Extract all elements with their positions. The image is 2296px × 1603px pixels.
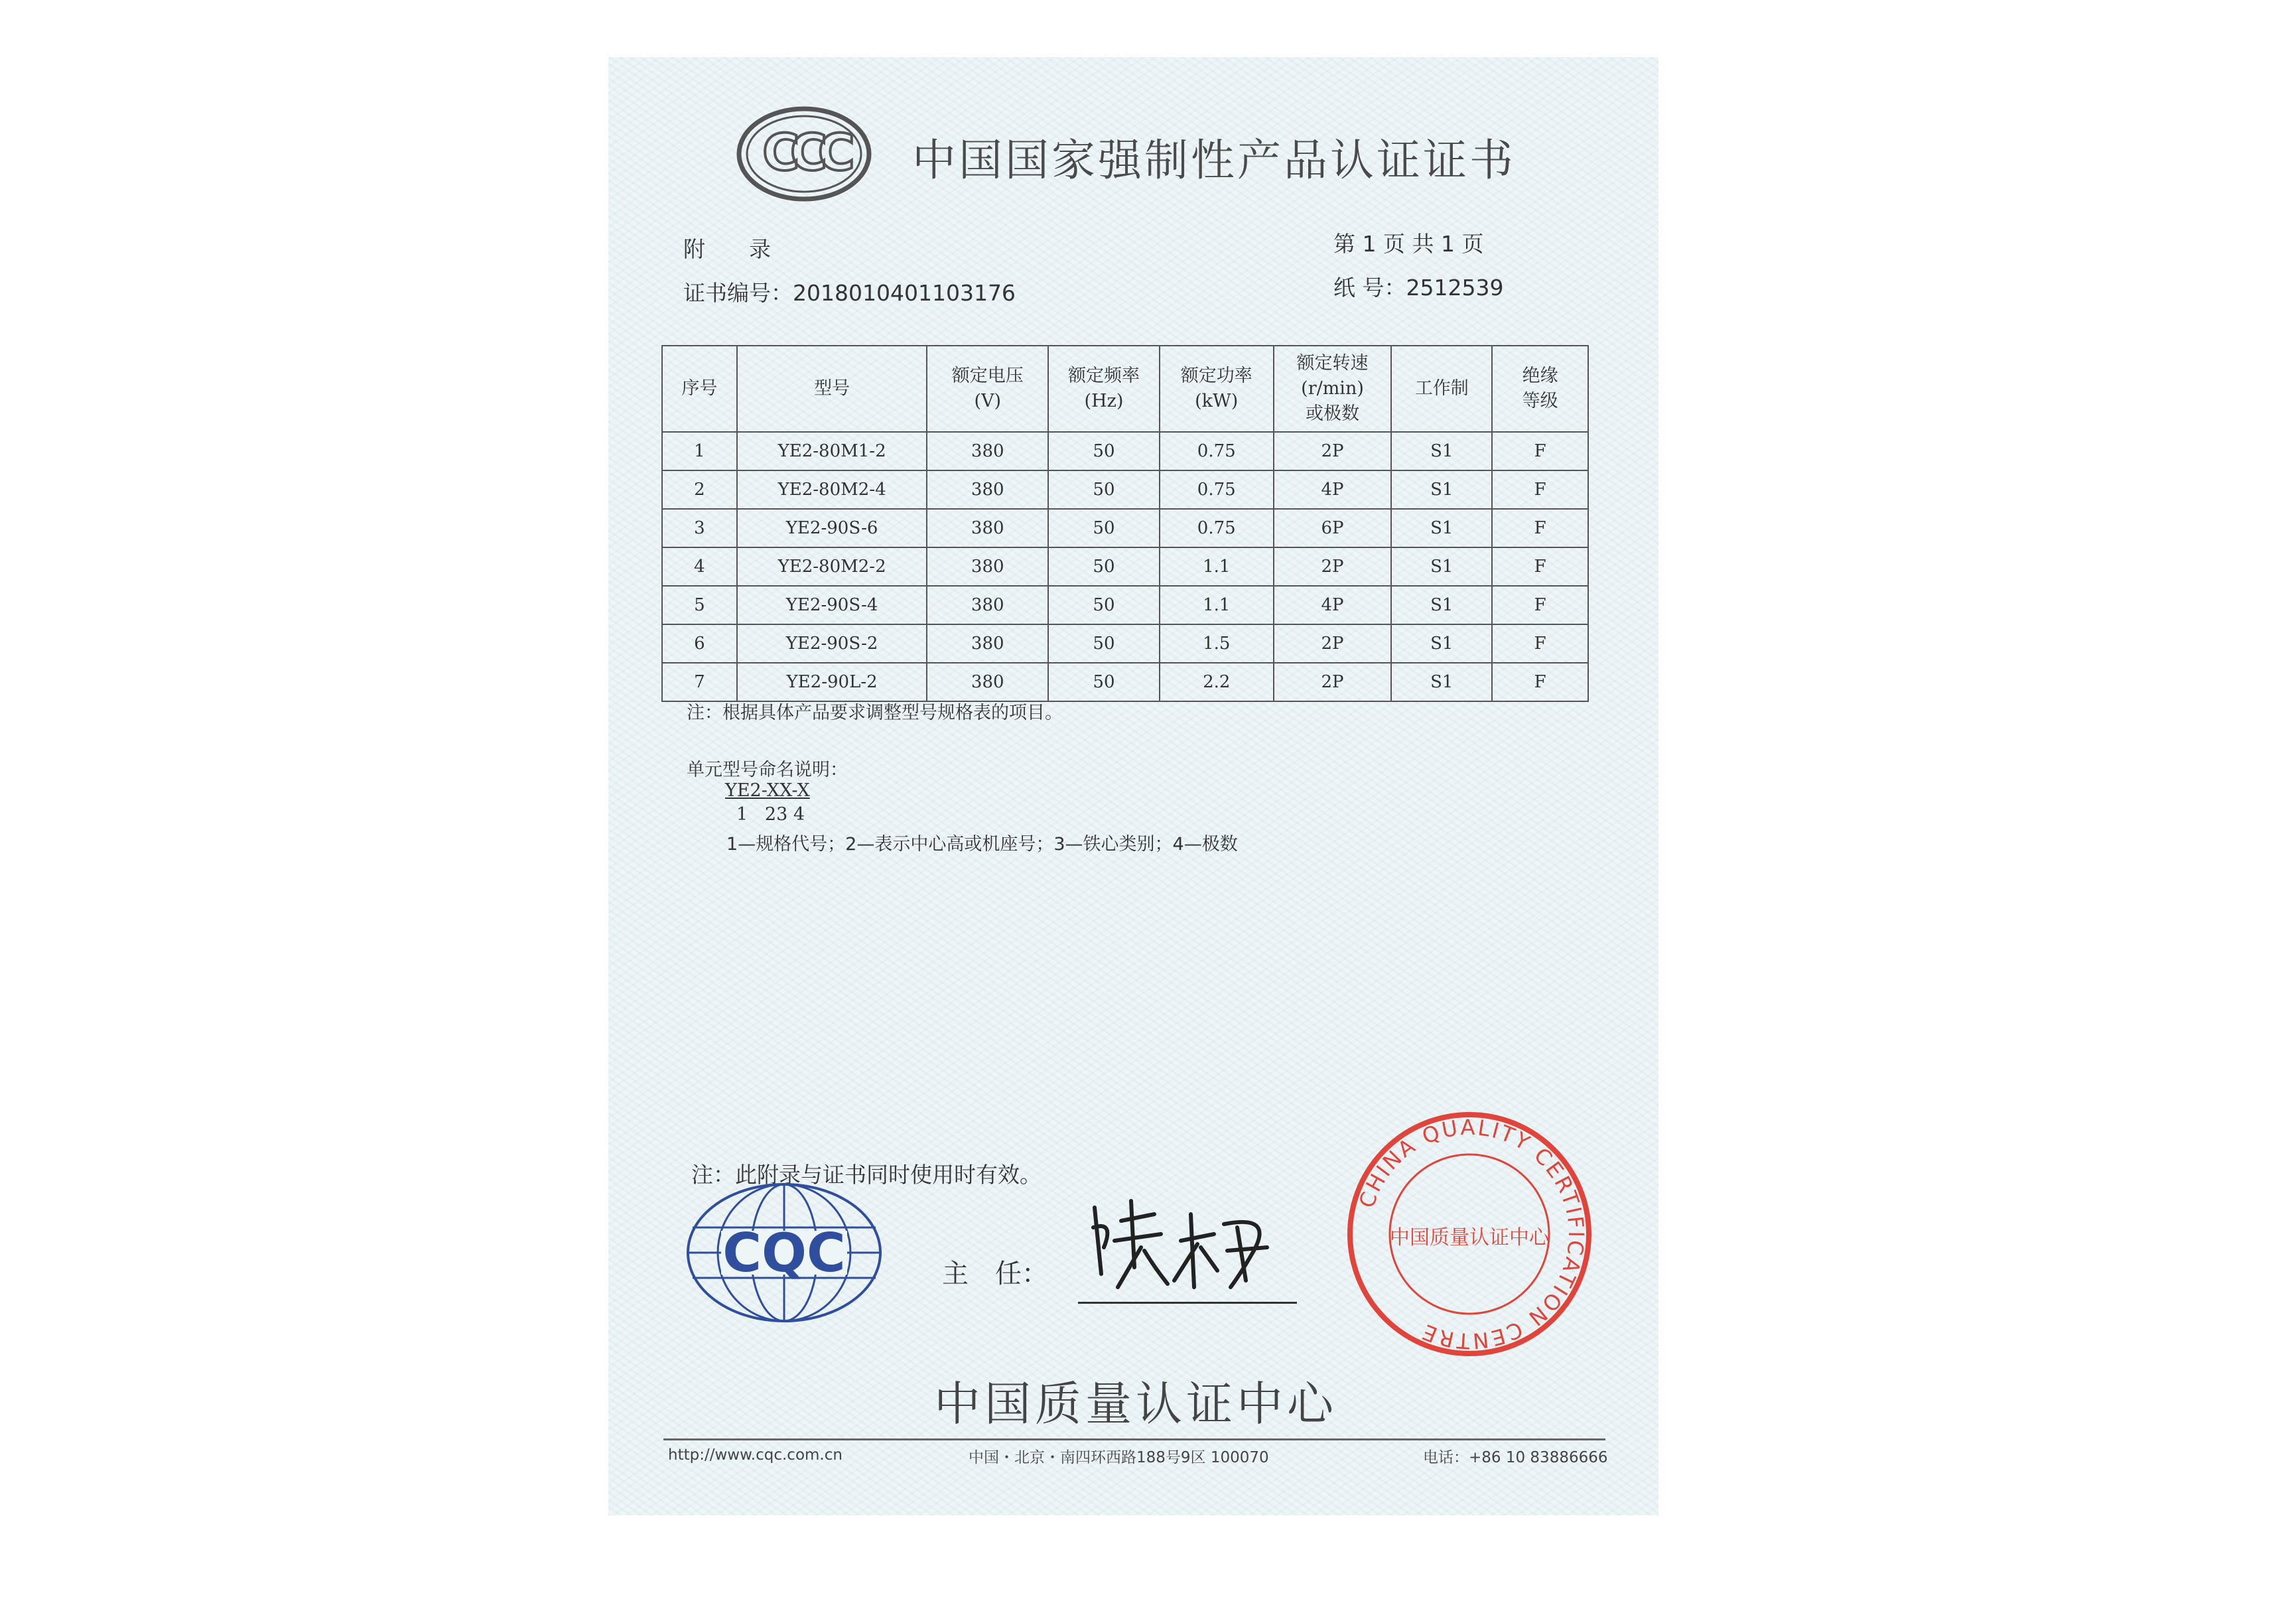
seal-outer-text: CHINA QUALITY CERTIFICATION CENTRE [1353,1114,1589,1354]
table-header-cell: 型号 [737,346,927,432]
footer-phone: 电话：+86 10 83886666 [1423,1449,1608,1466]
table-row [662,470,1588,509]
table-cell: 0.75 [1160,470,1274,509]
table-cell: S1 [1391,470,1492,509]
table-cell: 2P [1274,432,1392,470]
table-cell: 4P [1274,586,1392,624]
spec-table [661,345,1589,702]
table-cell: 6 [662,624,737,663]
footer-divider [663,1438,1605,1440]
table-cell: 1.1 [1160,547,1274,586]
table-cell: 380 [927,547,1048,586]
table-cell: F [1492,547,1588,586]
cqc-logo-text: CQC [722,1222,846,1284]
director-label: 主 任： [942,1259,1048,1289]
table-cell: 6P [1274,509,1392,547]
naming-description: 1—规格代号；2—表示中心高或机座号；3—铁心类别；4—极数 [726,834,1238,855]
table-cell: 3 [662,509,737,547]
table-cell: YE2-90S-4 [737,586,927,624]
table-cell: 2P [1274,624,1392,663]
table-header-cell: 序号 [662,346,737,432]
table-cell: 50 [1048,663,1160,701]
table-header-row [662,346,1588,432]
table-cell: 7 [662,663,737,701]
table-cell: YE2-90S-6 [737,509,927,547]
cqc-globe-logo-icon [685,1181,884,1324]
table-note: 注：根据具体产品要求调整型号规格表的项目。 [687,703,1063,723]
table-header-cell: 额定功率 (kW) [1160,346,1274,432]
table-cell: 1.1 [1160,586,1274,624]
table-cell: 50 [1048,624,1160,663]
director-signature-icon [1075,1188,1300,1307]
table-header-cell: 额定频率 (Hz) [1048,346,1160,432]
table-cell: 2 [662,470,737,509]
paper-number-label: 纸 号： [1333,275,1406,301]
table-cell: 1 [662,432,737,470]
table-cell: 380 [927,509,1048,547]
signature-line [1078,1302,1297,1304]
table-header-cell: 额定电压 (V) [927,346,1048,432]
table-cell: YE2-80M2-4 [737,470,927,509]
table-cell: YE2-90S-2 [737,624,927,663]
naming-code: YE2-XX-X [725,780,810,801]
table-cell: 2P [1274,547,1392,586]
table-cell: 380 [927,624,1048,663]
cert-number-row [683,276,1016,307]
table-cell: 2P [1274,663,1392,701]
naming-title: 单元型号命名说明： [687,760,848,780]
table-cell: 4P [1274,470,1392,509]
table-body [662,432,1588,701]
ccc-logo-text: CCC [762,123,846,182]
table-cell: S1 [1391,624,1492,663]
table-cell: F [1492,470,1588,509]
table-cell: 380 [927,586,1048,624]
table-cell: F [1492,624,1588,663]
cqc-seal-stamp-icon [1343,1108,1595,1360]
table-row [662,432,1588,470]
table-cell: F [1492,509,1588,547]
table-cell: YE2-80M1-2 [737,432,927,470]
table-cell: 50 [1048,547,1160,586]
table-cell: 5 [662,586,737,624]
table-cell: S1 [1391,547,1492,586]
organization-name: 中国质量认证中心 [934,1377,1337,1431]
appendix-label: 附 录 [683,236,771,262]
table-cell: 380 [927,432,1048,470]
table-row [662,663,1588,701]
table-cell: 2.2 [1160,663,1274,701]
table-cell: S1 [1391,432,1492,470]
table-header-cell: 绝缘 等级 [1492,346,1588,432]
table-cell: F [1492,432,1588,470]
table-row [662,624,1588,663]
table-cell: S1 [1391,586,1492,624]
table-cell: 50 [1048,509,1160,547]
table-cell: 380 [927,470,1048,509]
table-cell: S1 [1391,509,1492,547]
table-cell: YE2-80M2-2 [737,547,927,586]
table-cell: 0.75 [1160,509,1274,547]
table-row [662,509,1588,547]
ccc-logo-icon [735,105,873,203]
table-cell: 0.75 [1160,432,1274,470]
seal-inner-text: 中国质量认证中心 [1390,1226,1549,1249]
table-header-cell: 工作制 [1391,346,1492,432]
table-cell: F [1492,663,1588,701]
table-cell: 1.5 [1160,624,1274,663]
page-info: 第 1 页 共 1 页 [1333,231,1484,257]
table-cell: 380 [927,663,1048,701]
table-cell: YE2-90L-2 [737,663,927,701]
table-cell: 50 [1048,586,1160,624]
table-row [662,586,1588,624]
cert-number: 2018010401103176 [793,280,1016,306]
table-cell: 50 [1048,432,1160,470]
paper-number: 2512539 [1406,275,1504,301]
table-cell: F [1492,586,1588,624]
footer-website: http://www.cqc.com.cn [668,1446,843,1464]
table-cell: 50 [1048,470,1160,509]
footer-address: 中国・北京・南四环西路188号9区 100070 [969,1449,1269,1466]
table-header-cell: 额定转速 (r/min) 或极数 [1274,346,1392,432]
table-cell: 4 [662,547,737,586]
naming-index: 1 23 4 [736,804,805,825]
validity-note: 注：此附录与证书同时使用时有效。 [691,1162,1042,1188]
table-cell: S1 [1391,663,1492,701]
paper-number-row [1333,271,1503,302]
table-row [662,547,1588,586]
certificate-title: 中国国家强制性产品认证证书 [912,135,1516,186]
cert-number-label: 证书编号： [683,280,793,306]
